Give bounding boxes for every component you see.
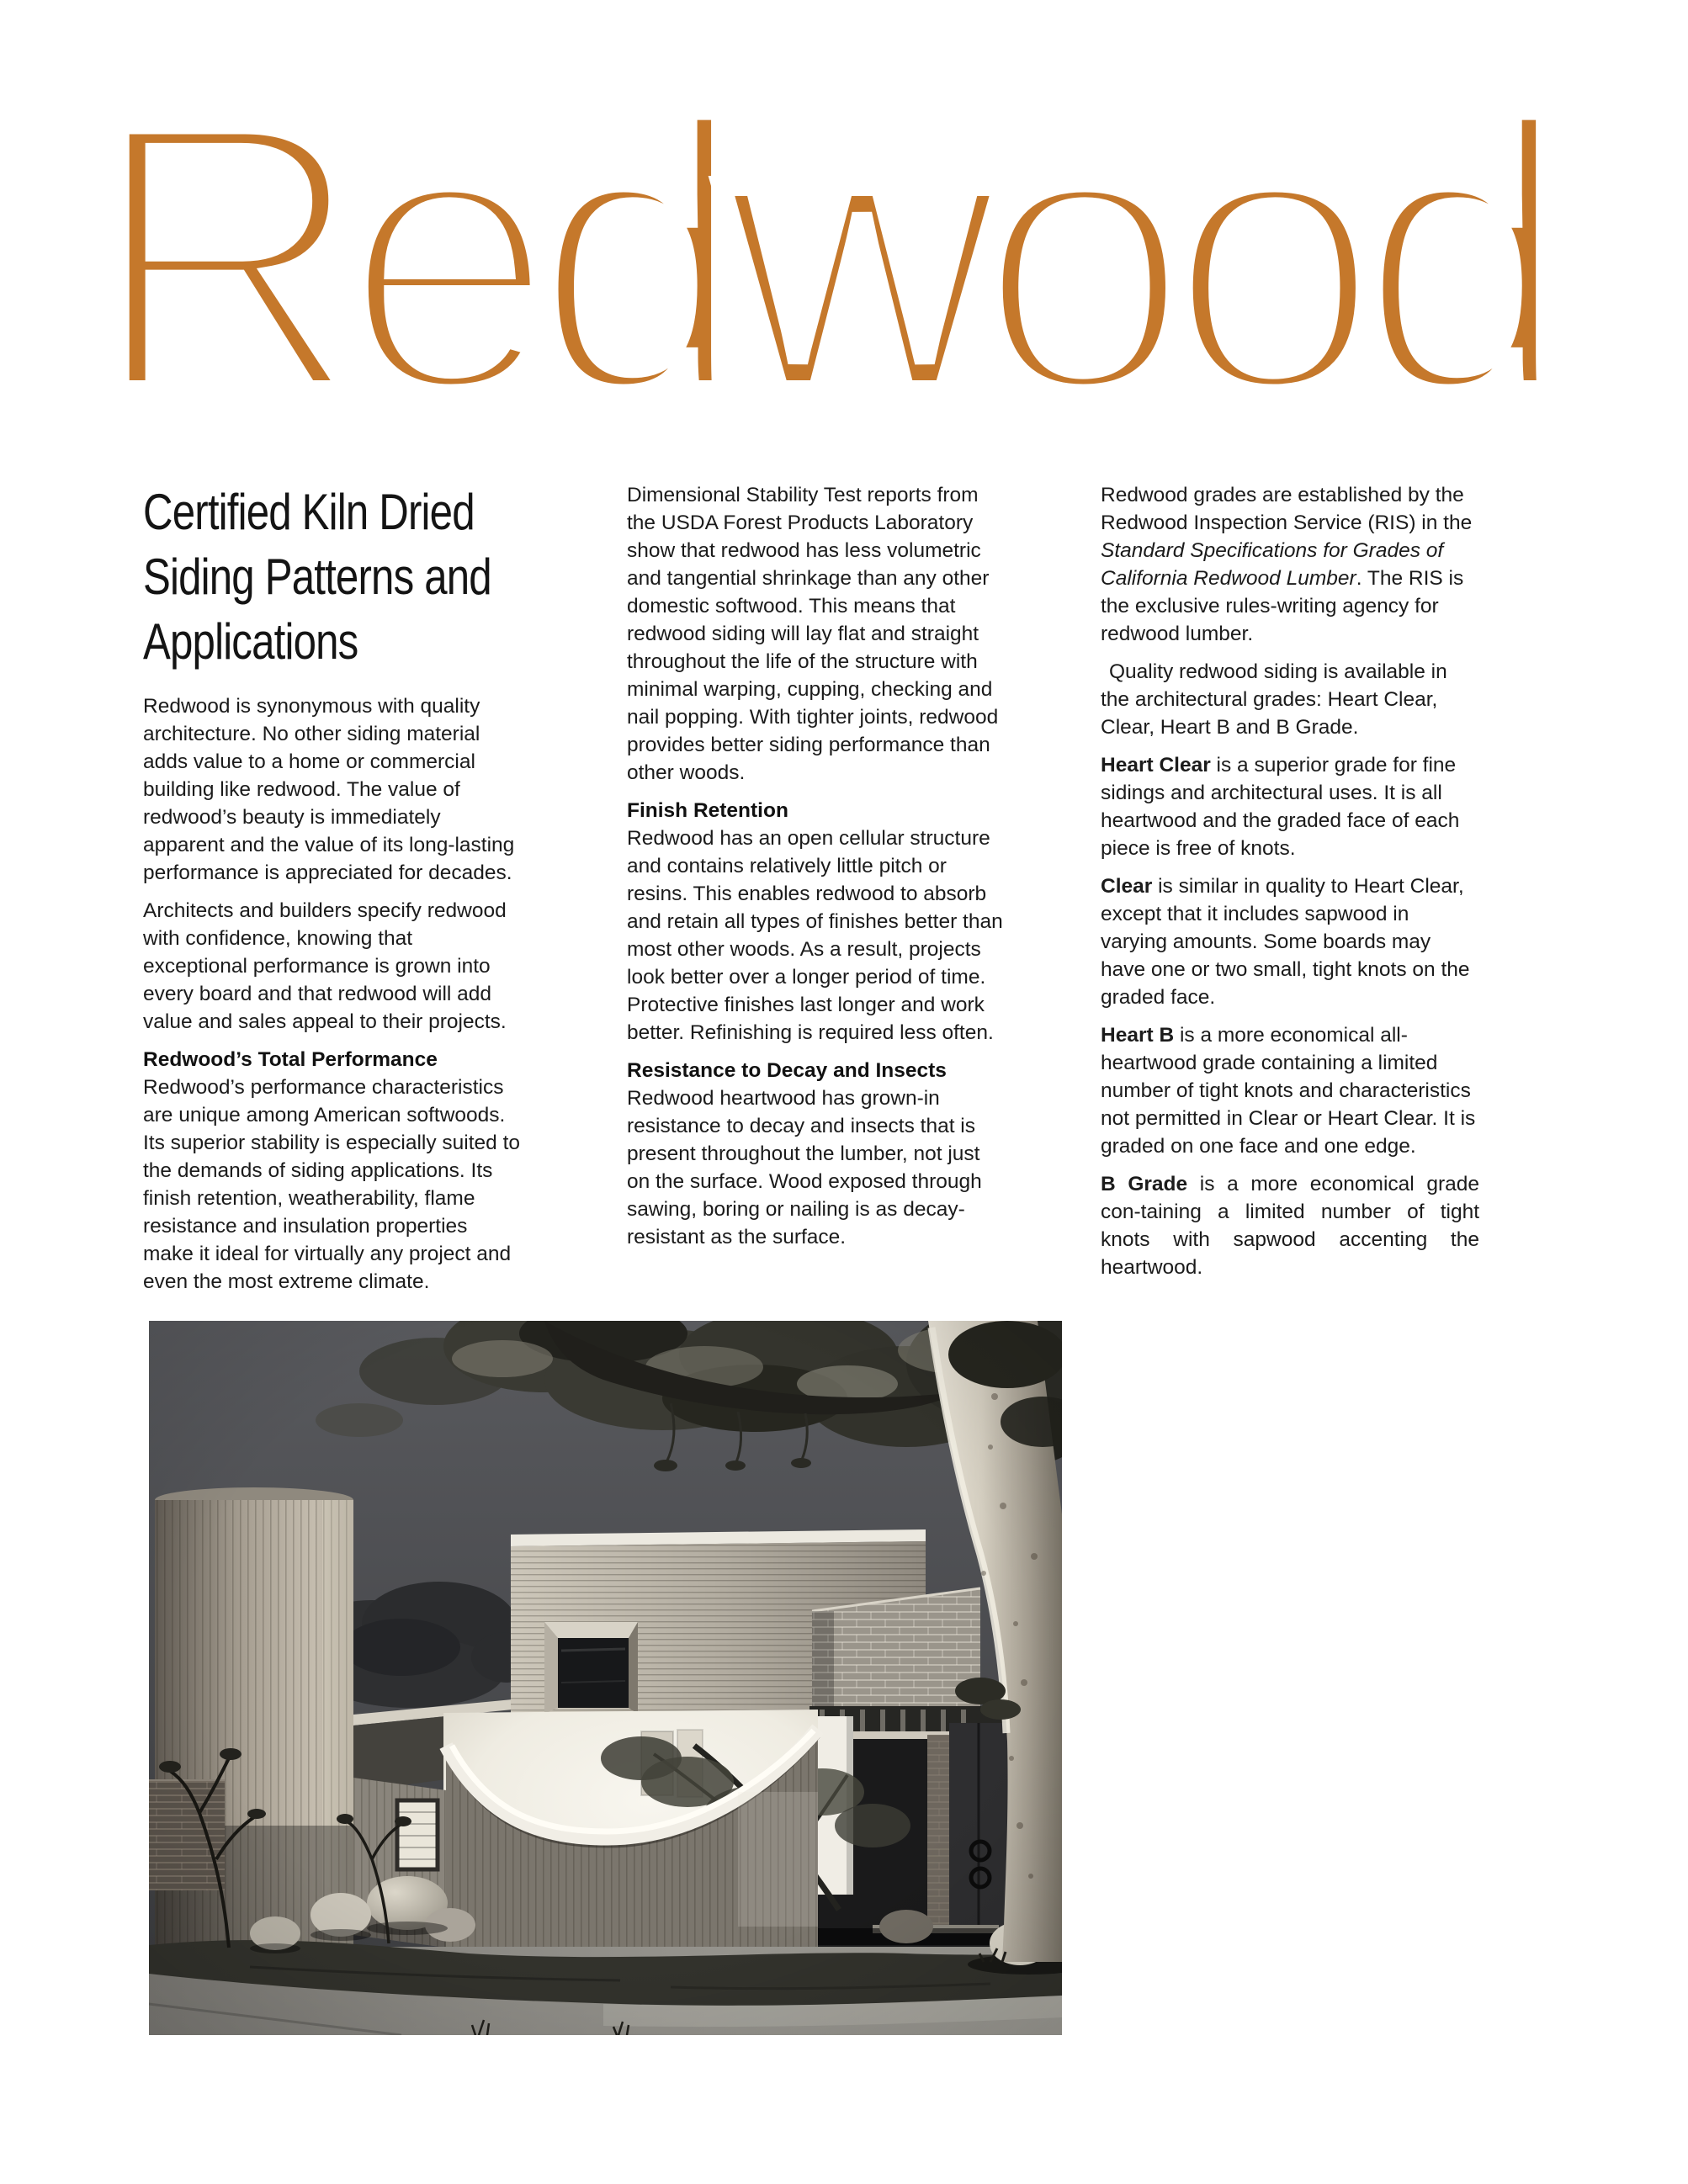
intro-paragraph-2: Architects and builders specify redwood with confidence, knowing that exceptional performance is grown into every board and that redwood will add value and sales appeal to their projects. (143, 899, 507, 1033)
subhead-finish-retention: Finish Retention (627, 799, 788, 822)
column-performance (627, 481, 1006, 1261)
column-intro (143, 480, 522, 1306)
finish-retention-paragraph: Redwood has an open cellular structure and contains relatively little pitch or resins. This enables redwood to absorb and retain all types of finishes better than most other woods. As a result, projects look better over a longer period of time. Protective finishes last longer and work better. Refinishing is required less often. (627, 827, 1003, 1044)
page-title: Redwood (88, 41, 1547, 473)
grades-ris-paragraph: Redwood grades are established by the Redwood Inspection Service (RIS) in the Standard Specifications for Grades of California Redwood Lumber. The RIS is the exclusive rules-writing agency for redwood lumber. (1101, 484, 1473, 645)
house-photo (149, 1321, 1062, 2035)
subhead-total-performance: Redwood’s Total Performance (143, 1048, 438, 1071)
grade-heart-b-paragraph: Heart B is a more economical all-heartwood grade containing a limited number of tight knots and characteristics not permitted in Clear or Heart Clear. It is graded on one face and one edge. (1101, 1024, 1476, 1158)
column-grades (1101, 481, 1479, 1291)
grades-architectural-paragraph: Quality redwood siding is available in the architectural grades: Heart Clear, Clear, Heart B and B Grade. (1101, 660, 1447, 739)
grade-b-grade-paragraph: B Grade is a more economical grade con-taining a limited number of tight knots with sapwood accenting the heartwood. (1101, 1173, 1479, 1279)
total-performance-paragraph: Redwood’s performance characteristics are unique among American softwoods. Its superior stability is especially suited to the demands of siding applications. Its finish retention, weatherability, flame resistance and insulation properties make it ideal for virtually any project and even the most extreme climate. (143, 1076, 520, 1293)
section-heading: Certified Kiln Dried Siding Patterns and Applications (143, 484, 491, 670)
grade-clear-paragraph: Clear is similar in quality to Heart Clear, except that it includes sapwood in varying amounts. Some boards may have one or two small, tight knots on the graded face. (1101, 875, 1470, 1009)
photo-vignette (149, 1321, 1062, 2035)
stability-paragraph: Dimensional Stability Test reports from the USDA Forest Products Laboratory show that redwood has less volumetric and tangential shrinkage than any other domestic softwood. This means that redwood siding will lay flat and straight throughout the life of the structure with minimal warping, cupping, checking and nail popping. With tighter joints, redwood provides better siding performance than other woods. (627, 484, 999, 784)
grade-heart-clear-paragraph: Heart Clear is a superior grade for fine sidings and architectural uses. It is all heartwood and the graded face of each piece is free of knots. (1101, 754, 1460, 860)
intro-paragraph-1: Redwood is synonymous with quality architecture. No other siding material adds value to a home or commercial building like redwood. The value of redwood’s beauty is immediately apparent and the value of its long-lasting performance is appreciated for decades. (143, 695, 515, 884)
decay-resistance-paragraph: Redwood heartwood has grown-in resistance to decay and insects that is present throughout the lumber, not just on the surface. Wood exposed through sawing, boring or nailing is as decay-resistant as the surface. (627, 1087, 982, 1248)
subhead-decay-resistance: Resistance to Decay and Insects (627, 1059, 947, 1082)
